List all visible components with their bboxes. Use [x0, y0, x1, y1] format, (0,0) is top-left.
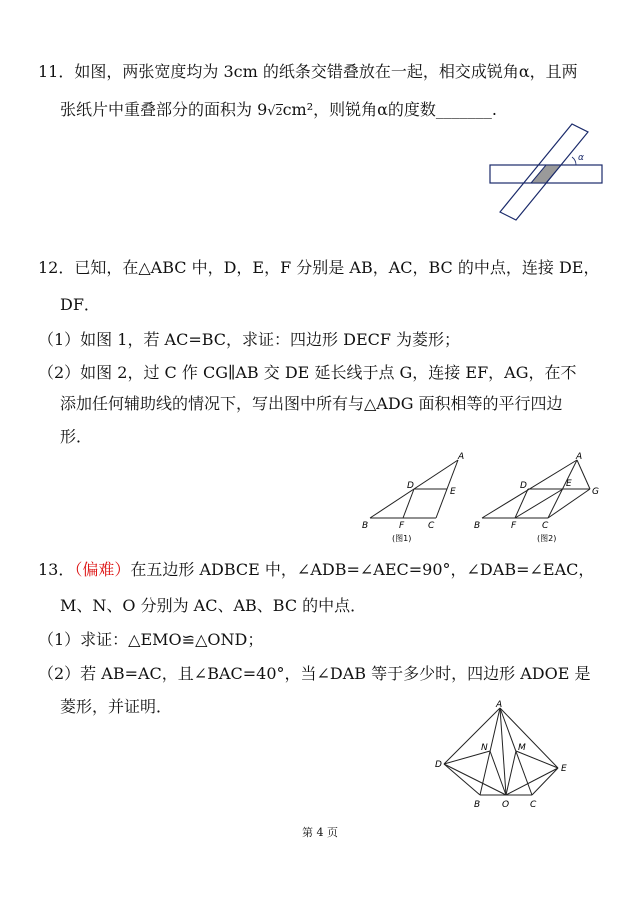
fig2-caption: (图2)	[537, 534, 557, 543]
q13-label-b: B	[474, 800, 481, 810]
segment-cg	[548, 489, 590, 518]
q13-label-d: D	[435, 760, 442, 770]
figure-1	[370, 460, 458, 518]
q13-label-n: N	[481, 743, 488, 753]
pentagon-figure	[444, 708, 558, 795]
q11-line-2-text-a: 张纸片中重叠部分的面积为 9	[60, 100, 268, 119]
q12-line-1: 12．已知，在△ABC 中，D，E，F 分别是 AB，AC，BC 的中点，连接 DE，	[38, 258, 600, 277]
q13-line-1	[38, 560, 594, 580]
q13-line-2: M、N、O 分别为 AC、AB、BC 的中点．	[60, 596, 367, 615]
alpha-label: α	[578, 153, 584, 163]
segment-ag	[577, 460, 590, 489]
q13-label-e: E	[561, 764, 567, 774]
segment-em	[516, 751, 558, 768]
fig2-label-c: C	[542, 521, 549, 531]
q13-label-m: M	[518, 743, 526, 753]
fig1-label-e: E	[450, 487, 456, 497]
alpha-arc	[572, 157, 576, 165]
q12-line-5: 添加任何辅助线的情况下，写出图中所有与△ADG 面积相等的平行四边	[60, 394, 563, 413]
q13-figure	[430, 700, 580, 815]
fig2-label-e: E	[566, 479, 572, 489]
fig1-label-a: A	[458, 452, 465, 462]
q13-label-c: C	[530, 800, 537, 810]
q12-figures	[360, 450, 610, 550]
q13-label-a: A	[496, 700, 503, 710]
q11-line-2	[60, 100, 497, 122]
q11-line-2-text-c: cm²，则锐角α的度数_______.	[282, 100, 498, 119]
sqrt-radicand: 2	[275, 105, 283, 118]
q12-line-3: （1）如图 1，若 AC=BC，求证：四边形 DECF 为菱形；	[38, 330, 461, 349]
fig1-label-b: B	[362, 521, 369, 531]
figure-2	[482, 460, 590, 518]
fig1-label-c: C	[428, 521, 435, 531]
q13-label-o: O	[502, 800, 510, 810]
sqrt-sign: √	[267, 104, 276, 119]
fig2-label-f: F	[511, 521, 517, 531]
fig1-caption: (图1)	[392, 534, 412, 543]
fig1-label-d: D	[407, 481, 414, 491]
fig2-label-a: A	[576, 452, 583, 462]
page-number: 第 4 页	[302, 826, 338, 839]
q12-line-2: DF．	[60, 295, 100, 314]
q13-prefix: 13．	[38, 560, 75, 579]
difficulty-tag: （偏难）	[74, 560, 131, 579]
segment-mo	[506, 751, 516, 795]
segment-ea	[500, 708, 558, 768]
q13-line-4: （2）若 AB=AC，且∠BAC=40°，当∠DAB 等于多少时，四边形 ADOE 是	[38, 664, 591, 683]
fig2-label-g: G	[592, 487, 599, 497]
q12-line-6: 形．	[60, 427, 93, 446]
q13-line-1-rest: 在五边形 ADBCE 中，∠ADB=∠AEC=90°，∠DAB=∠EAC，	[130, 560, 595, 579]
q11-line-1: 11．如图，两张宽度均为 3cm 的纸条交错叠放在一起，相交成锐角α，且两	[38, 62, 578, 81]
segment-ce	[532, 768, 558, 795]
fig1-label-f: F	[399, 521, 405, 531]
fig2-label-d: D	[520, 481, 527, 491]
segment-eo	[506, 768, 558, 795]
q11-figure	[480, 120, 620, 230]
fig2-label-b: B	[474, 521, 481, 531]
q12-line-4: （2）如图 2，过 C 作 CG∥AB 交 DE 延长线于点 G，连接 EF，AG，在不	[38, 363, 577, 382]
q13-line-3: （1）求证：△EMO≌△OND；	[38, 630, 264, 649]
segment-df	[403, 489, 414, 518]
q13-line-5: 菱形，并证明．	[60, 697, 173, 716]
